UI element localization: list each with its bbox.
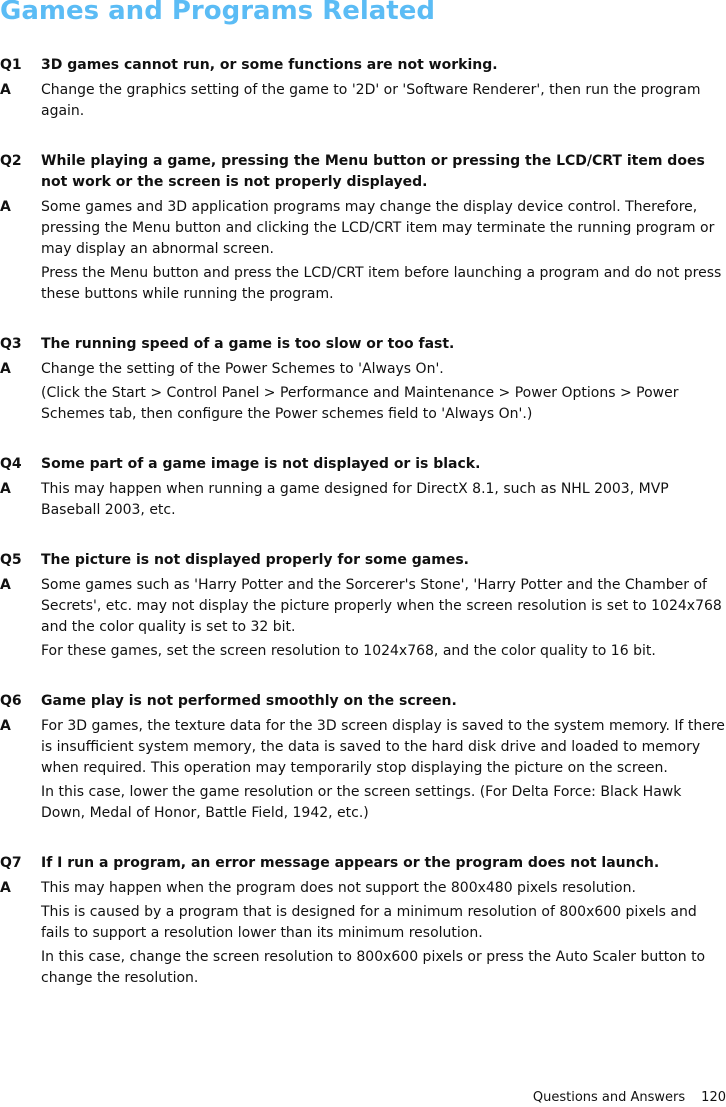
- qa-item: [0, 55, 726, 122]
- answer-paragraph: In this case, change the screen resolution to 800x600 pixels or press the Auto Scaler button to change the resolution.: [41, 949, 706, 986]
- answer-paragraph: This is caused by a program that is designed for a minimum resolution of 800x600 pixels and fails to support a resolution lower than its minimum resolution.: [41, 904, 697, 941]
- answer-paragraph: (Click the Start > Control Panel > Performance and Maintenance > Power Options > Power Schemes tab, then configure the Power schemes field to 'Always On'.): [41, 385, 679, 422]
- question: [0, 55, 726, 76]
- qa-list: [0, 26, 726, 989]
- answer: [0, 716, 726, 824]
- question: [0, 151, 726, 193]
- answer-paragraph: For 3D games, the texture data for the 3D screen display is saved to the system memory. If there is insufficient system memory, the data is saved to the hard disk drive and loaded to memory when required. This operation may temporarily stop displaying the picture on the screen.: [41, 718, 725, 776]
- answer-label: A: [0, 199, 11, 215]
- answer-paragraph: For these games, set the screen resolution to 1024x768, and the color quality to 16 bit.: [41, 643, 656, 659]
- question: [0, 454, 726, 475]
- question-label: Q2: [0, 153, 22, 169]
- answer-paragraph: Change the graphics setting of the game to '2D' or 'Software Renderer', then run the program again.: [41, 82, 701, 119]
- question: [0, 334, 726, 355]
- question: [0, 853, 726, 874]
- qa-item: [0, 334, 726, 425]
- question-text: If I run a program, an error message appears or the program does not launch.: [41, 855, 660, 871]
- answer-paragraph: This may happen when running a game designed for DirectX 8.1, such as NHL 2003, MVP Baseball 2003, etc.: [41, 481, 669, 518]
- answer: [0, 359, 726, 425]
- answer-label: A: [0, 718, 11, 734]
- question: [0, 691, 726, 712]
- answer-paragraph: Change the setting of the Power Schemes to 'Always On'.: [41, 361, 444, 377]
- answer: [0, 80, 726, 122]
- answer-label: A: [0, 880, 11, 896]
- answer-paragraph: This may happen when the program does not support the 800x480 pixels resolution.: [41, 880, 636, 896]
- answer-paragraph: In this case, lower the game resolution or the screen settings. (For Delta Force: Black Hawk Down, Medal of Honor, Battle Field, 1942, etc.): [41, 784, 682, 821]
- question-text: While playing a game, pressing the Menu button or pressing the LCD/CRT item does not work or the screen is not properly displayed.: [41, 153, 705, 190]
- answer-label: A: [0, 481, 11, 497]
- answer-label: A: [0, 577, 11, 593]
- answer: [0, 575, 726, 662]
- question-text: The picture is not displayed properly for some games.: [41, 552, 469, 568]
- answer-paragraph: Some games such as 'Harry Potter and the Sorcerer's Stone', 'Harry Potter and the Chamber of Secrets', etc. may not display the picture properly when the screen resolution is set to 1024x768 and the color quality is set to 32 bit.: [41, 577, 722, 635]
- footer-section: Questions and Answers: [532, 1090, 686, 1105]
- question-label: Q3: [0, 336, 22, 352]
- answer-label: A: [0, 82, 11, 98]
- answer: [0, 197, 726, 305]
- qa-item: [0, 853, 726, 989]
- question-label: Q6: [0, 693, 22, 709]
- question-text: Some part of a game image is not displayed or is black.: [41, 456, 481, 472]
- answer-label: A: [0, 361, 11, 377]
- page-number: 120: [701, 1090, 726, 1105]
- answer: [0, 479, 726, 521]
- question: [0, 550, 726, 571]
- question-label: Q5: [0, 552, 22, 568]
- qa-item: [0, 151, 726, 305]
- question-label: Q1: [0, 57, 22, 73]
- qa-item: [0, 550, 726, 662]
- question-text: 3D games cannot run, or some functions are not working.: [41, 57, 498, 73]
- qa-item: [0, 454, 726, 521]
- question-text: Game play is not performed smoothly on the screen.: [41, 693, 457, 709]
- qa-item: [0, 691, 726, 824]
- question-text: The running speed of a game is too slow or too fast.: [41, 336, 455, 352]
- page-title: Games and Programs Related: [0, 0, 435, 26]
- question-label: Q7: [0, 855, 22, 871]
- answer: [0, 878, 726, 989]
- question-label: Q4: [0, 456, 22, 472]
- page-footer: [533, 1089, 726, 1107]
- answer-paragraph: Press the Menu button and press the LCD/CRT item before launching a program and do not press these buttons while running the program.: [41, 265, 722, 302]
- answer-paragraph: Some games and 3D application programs may change the display device control. Therefore, pressing the Menu button and clicking the LCD/CRT item may terminate the running program or may display an abnormal screen.: [41, 199, 715, 257]
